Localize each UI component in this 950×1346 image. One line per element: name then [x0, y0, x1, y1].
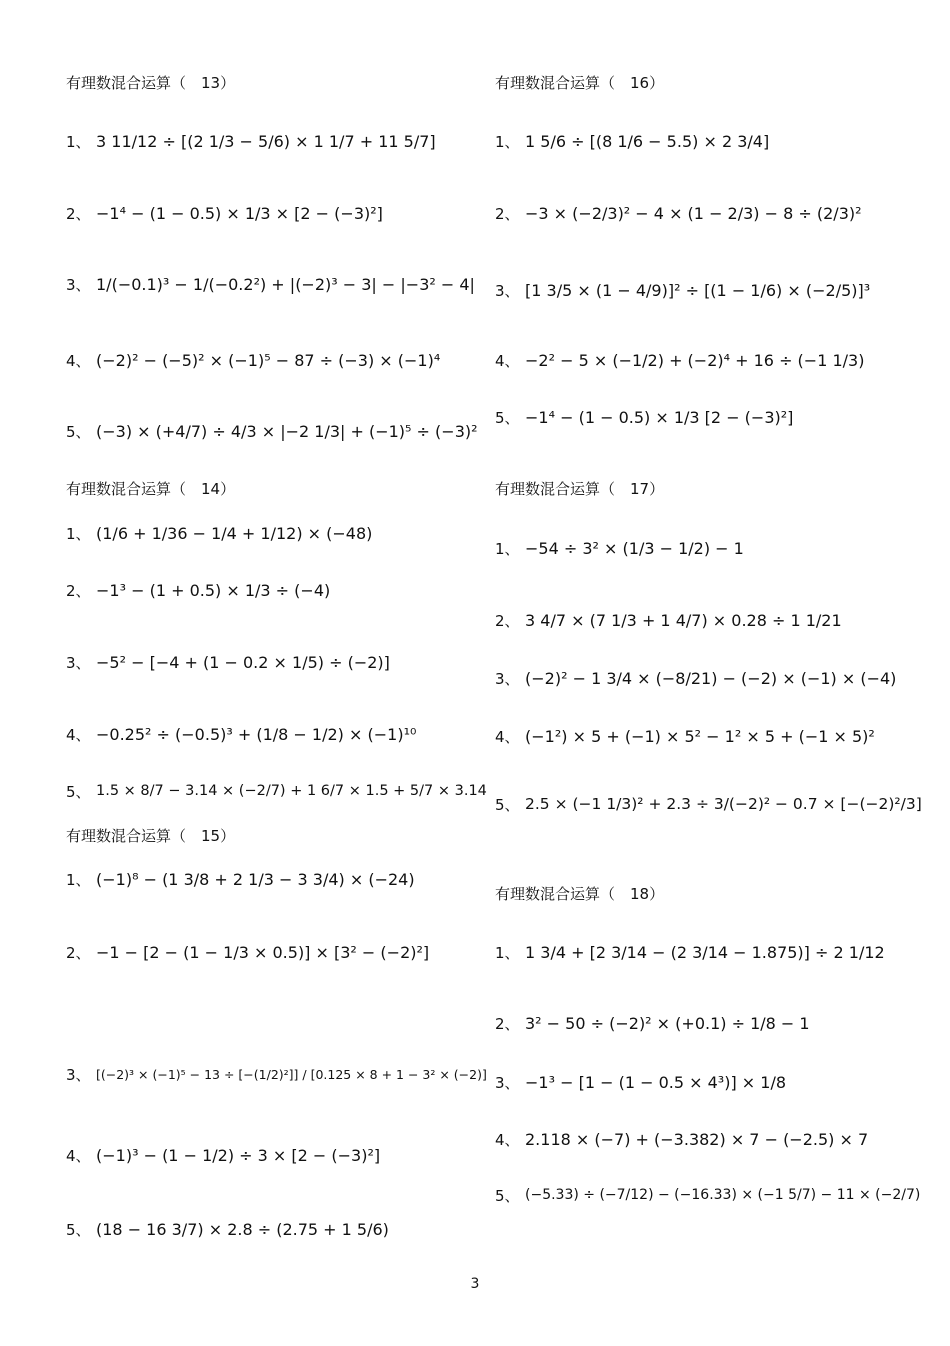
problem: [495, 1129, 868, 1149]
problem-number: 1、: [495, 539, 520, 558]
problem-number: 1、: [495, 132, 520, 151]
problem-number: 4、: [495, 1130, 520, 1149]
problem: [66, 580, 330, 600]
problem: [495, 538, 744, 558]
problem-expression: (−3) × (+4/7) ÷ 4/3 × |−2 1/3| + (−1)⁵ ÷ (−3)²: [96, 421, 478, 441]
problem-expression: −5² − [−4 + (1 − 0.2 × 1/5) ÷ (−2)]: [96, 652, 390, 672]
problem-number: 5、: [495, 1186, 520, 1205]
problem: [495, 1013, 810, 1033]
problem-number: 4、: [66, 1146, 91, 1165]
problem-expression: 1/(−0.1)³ − 1/(−0.2²) + |(−2)³ − 3| − |−3² − 4|: [96, 274, 475, 294]
problem-expression: 1 3/4 + [2 3/14 − (2 3/14 − 1.875)] ÷ 2 1/12: [525, 942, 885, 962]
problem-expression: −3 × (−2/3)² − 4 × (1 − 2/3) − 8 ÷ (2/3)²: [525, 203, 862, 223]
section-title: 有理数混合运算（ 13）: [66, 74, 236, 92]
page-number: 3: [470, 1276, 480, 1292]
problem-expression: 1 5/6 ÷ [(8 1/6 − 5.5) × 2 3/4]: [525, 131, 770, 151]
problem-number: 2、: [495, 1014, 520, 1033]
problem-expression: −1³ − (1 + 0.5) × 1/3 ÷ (−4): [96, 580, 331, 600]
problem: [66, 523, 372, 543]
problem-expression: (1/6 + 1/36 − 1/4 + 1/12) × (−48): [96, 523, 373, 543]
problem-expression: (−5.33) ÷ (−7/12) − (−16.33) × (−1 5/7) − 11 × (−2/7): [525, 1187, 921, 1203]
problem-expression: −54 ÷ 3² × (1/3 − 1/2) − 1: [525, 538, 744, 558]
problem-number: 2、: [66, 943, 91, 962]
problem-expression: −1³ − [1 − (1 − 0.5 × 4³)] × 1/8: [525, 1072, 787, 1092]
problem: [66, 781, 487, 801]
problem: [66, 869, 415, 889]
problem-number: 4、: [495, 727, 520, 746]
problem-number: 3、: [495, 1073, 520, 1092]
problem-expression: −1 − [2 − (1 − 1/3 × 0.5)] × [3² − (−2)²]: [96, 942, 430, 962]
problem-expression: (−1)³ − (1 − 1/2) ÷ 3 × [2 − (−3)²]: [96, 1145, 381, 1165]
problem-expression: (−2)² − 1 3/4 × (−8/21) − (−2) × (−1) × (−4): [525, 668, 897, 688]
problem-expression: −1⁴ − (1 − 0.5) × 1/3 [2 − (−3)²]: [525, 407, 794, 427]
section-title: 有理数混合运算（ 17）: [495, 480, 665, 498]
problem: [495, 1185, 920, 1205]
problem: [495, 668, 896, 688]
problem: [66, 942, 429, 962]
problem-expression: −1⁴ − (1 − 0.5) × 1/3 × [2 − (−3)²]: [96, 203, 383, 223]
problem: [495, 131, 769, 151]
problem-expression: −2² − 5 × (−1/2) + (−2)⁴ + 16 ÷ (−1 1/3): [525, 350, 865, 370]
problem: [66, 652, 390, 672]
problem-number: 5、: [495, 795, 520, 814]
problem-number: 2、: [66, 581, 91, 600]
problem: [66, 1219, 389, 1239]
problem-number: 1、: [66, 870, 91, 889]
problem-number: 2、: [495, 611, 520, 630]
problem-number: 2、: [66, 204, 91, 223]
section-title: 有理数混合运算（ 15）: [66, 827, 236, 845]
problem-number: 3、: [66, 653, 91, 672]
problem: [495, 942, 885, 962]
problem-number: 3、: [495, 669, 520, 688]
problem: [495, 407, 793, 427]
problem: [66, 1145, 380, 1165]
section-title: 有理数混合运算（ 18）: [495, 885, 665, 903]
problem-expression: (−1²) × 5 + (−1) × 5² − 1² × 5 + (−1 × 5)²: [525, 726, 875, 746]
problem-expression: 3² − 50 ÷ (−2)² × (+0.1) ÷ 1/8 − 1: [525, 1013, 810, 1033]
problem-number: 2、: [495, 204, 520, 223]
problem-number: 3、: [66, 275, 91, 294]
problem-expression: (−2)² − (−5)² × (−1)⁵ − 87 ÷ (−3) × (−1)⁴: [96, 350, 441, 370]
problem: [66, 724, 416, 744]
problem-expression: (18 − 16 3/7) × 2.8 ÷ (2.75 + 1 5/6): [96, 1219, 389, 1239]
problem-expression: [1 3/5 × (1 − 4/9)]² ÷ [(1 − 1/6) × (−2/5)]³: [525, 280, 871, 300]
problem-number: 3、: [495, 281, 520, 300]
problem: [66, 421, 478, 441]
problem-number: 3、: [66, 1065, 91, 1084]
problem-expression: 3 4/7 × (7 1/3 + 1 4/7) × 0.28 ÷ 1 1/21: [525, 610, 842, 630]
problem: [495, 203, 862, 223]
section-title: 有理数混合运算（ 16）: [495, 74, 665, 92]
problem-expression: (−1)⁸ − (1 3/8 + 2 1/3 − 3 3/4) × (−24): [96, 869, 415, 889]
problem-expression: 2.118 × (−7) + (−3.382) × 7 − (−2.5) × 7: [525, 1129, 869, 1149]
problem: [495, 350, 864, 370]
problem-number: 5、: [66, 422, 91, 441]
problem: [495, 794, 922, 814]
problem-number: 4、: [66, 351, 91, 370]
problem: [66, 203, 383, 223]
problem-expression: −0.25² ÷ (−0.5)³ + (1/8 − 1/2) × (−1)¹⁰: [96, 724, 417, 744]
problem: [66, 274, 475, 294]
problem: [66, 131, 436, 151]
problem-expression: 1.5 × 8/7 − 3.14 × (−2/7) + 1 6/7 × 1.5 + 5/7 × 3.14: [96, 783, 487, 799]
problem: [66, 1064, 487, 1084]
problem: [495, 280, 870, 300]
problem: [495, 726, 875, 746]
problem-expression: [(−2)³ × (−1)⁵ − 13 ÷ [−(1/2)²]] / [0.125 × 8 + 1 − 3² × (−2)]: [96, 1066, 487, 1082]
problem: [66, 350, 440, 370]
problem-number: 5、: [495, 408, 520, 427]
problem-number: 4、: [495, 351, 520, 370]
problem-number: 5、: [66, 782, 91, 801]
section-title: 有理数混合运算（ 14）: [66, 480, 236, 498]
problem: [495, 1072, 786, 1092]
problem-expression: 3 11/12 ÷ [(2 1/3 − 5/6) × 1 1/7 + 11 5/7]: [96, 131, 436, 151]
right-column: [495, 0, 935, 1346]
problem-number: 1、: [66, 524, 91, 543]
problem-number: 4、: [66, 725, 91, 744]
problem-number: 1、: [495, 943, 520, 962]
problem: [495, 610, 842, 630]
problem-expression: 2.5 × (−1 1/3)² + 2.3 ÷ 3/(−2)² − 0.7 × [−(−2)²/3]: [525, 795, 922, 813]
problem-number: 1、: [66, 132, 91, 151]
left-column: [66, 0, 506, 1346]
problem-number: 5、: [66, 1220, 91, 1239]
